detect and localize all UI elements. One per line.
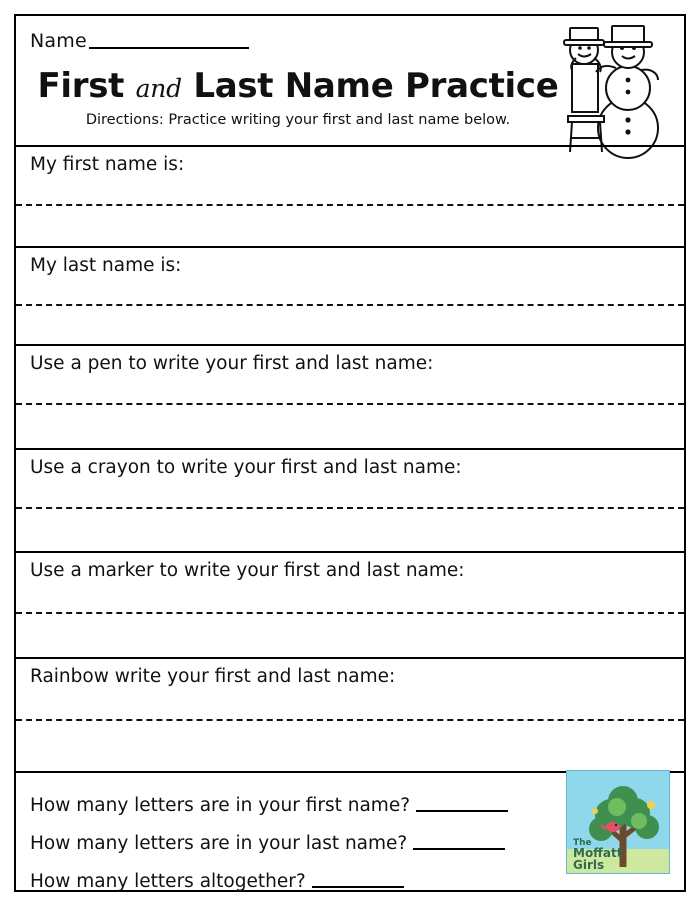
answer-blank-line[interactable]	[416, 796, 508, 812]
writing-block	[16, 246, 684, 344]
prompt-text: My first name is:	[30, 154, 185, 175]
question-text: How many letters altogether?	[30, 871, 306, 892]
question-row	[30, 833, 505, 854]
prompt-text: Use a crayon to write your first and last name:	[30, 457, 462, 478]
svg-text:Girls: Girls	[573, 858, 605, 872]
name-blank-line[interactable]	[89, 31, 249, 49]
writing-block	[16, 344, 684, 448]
directions-text: Directions: Practice writing your first and last name below.	[85, 112, 511, 128]
writing-block	[16, 145, 684, 246]
question-text: How many letters are in your last name?	[30, 833, 408, 854]
title-part-last: Last Name Practice	[193, 66, 559, 106]
svg-text:Moffatt: Moffatt	[573, 846, 623, 860]
answer-blank-line[interactable]	[312, 872, 404, 888]
prompt-text: Use a marker to write your first and last name:	[30, 560, 465, 581]
name-field-row	[30, 30, 249, 52]
dashed-guide-line[interactable]	[16, 304, 684, 306]
name-label: Name	[30, 30, 87, 52]
dashed-guide-line[interactable]	[16, 507, 684, 509]
answer-blank-line[interactable]	[413, 834, 505, 850]
worksheet-border	[14, 14, 686, 892]
title-part-first: First	[37, 66, 125, 106]
writing-block	[16, 551, 684, 657]
prompt-text: Use a pen to write your first and last name:	[30, 353, 434, 374]
question-text: How many letters are in your first name?	[30, 795, 411, 816]
publisher-logo	[566, 770, 670, 874]
writing-block	[16, 448, 684, 551]
prompt-text: Rainbow write your first and last name:	[30, 666, 396, 687]
prompt-text: My last name is:	[30, 255, 182, 276]
title-and: and	[135, 74, 182, 103]
question-row	[30, 795, 508, 816]
svg-text:The: The	[573, 838, 592, 848]
dashed-guide-line[interactable]	[16, 403, 684, 405]
dashed-guide-line[interactable]	[16, 204, 684, 206]
writing-block	[16, 657, 684, 771]
question-row	[30, 871, 404, 892]
dashed-guide-line[interactable]	[16, 612, 684, 614]
questions-block	[16, 771, 684, 890]
dashed-guide-line[interactable]	[16, 719, 684, 721]
